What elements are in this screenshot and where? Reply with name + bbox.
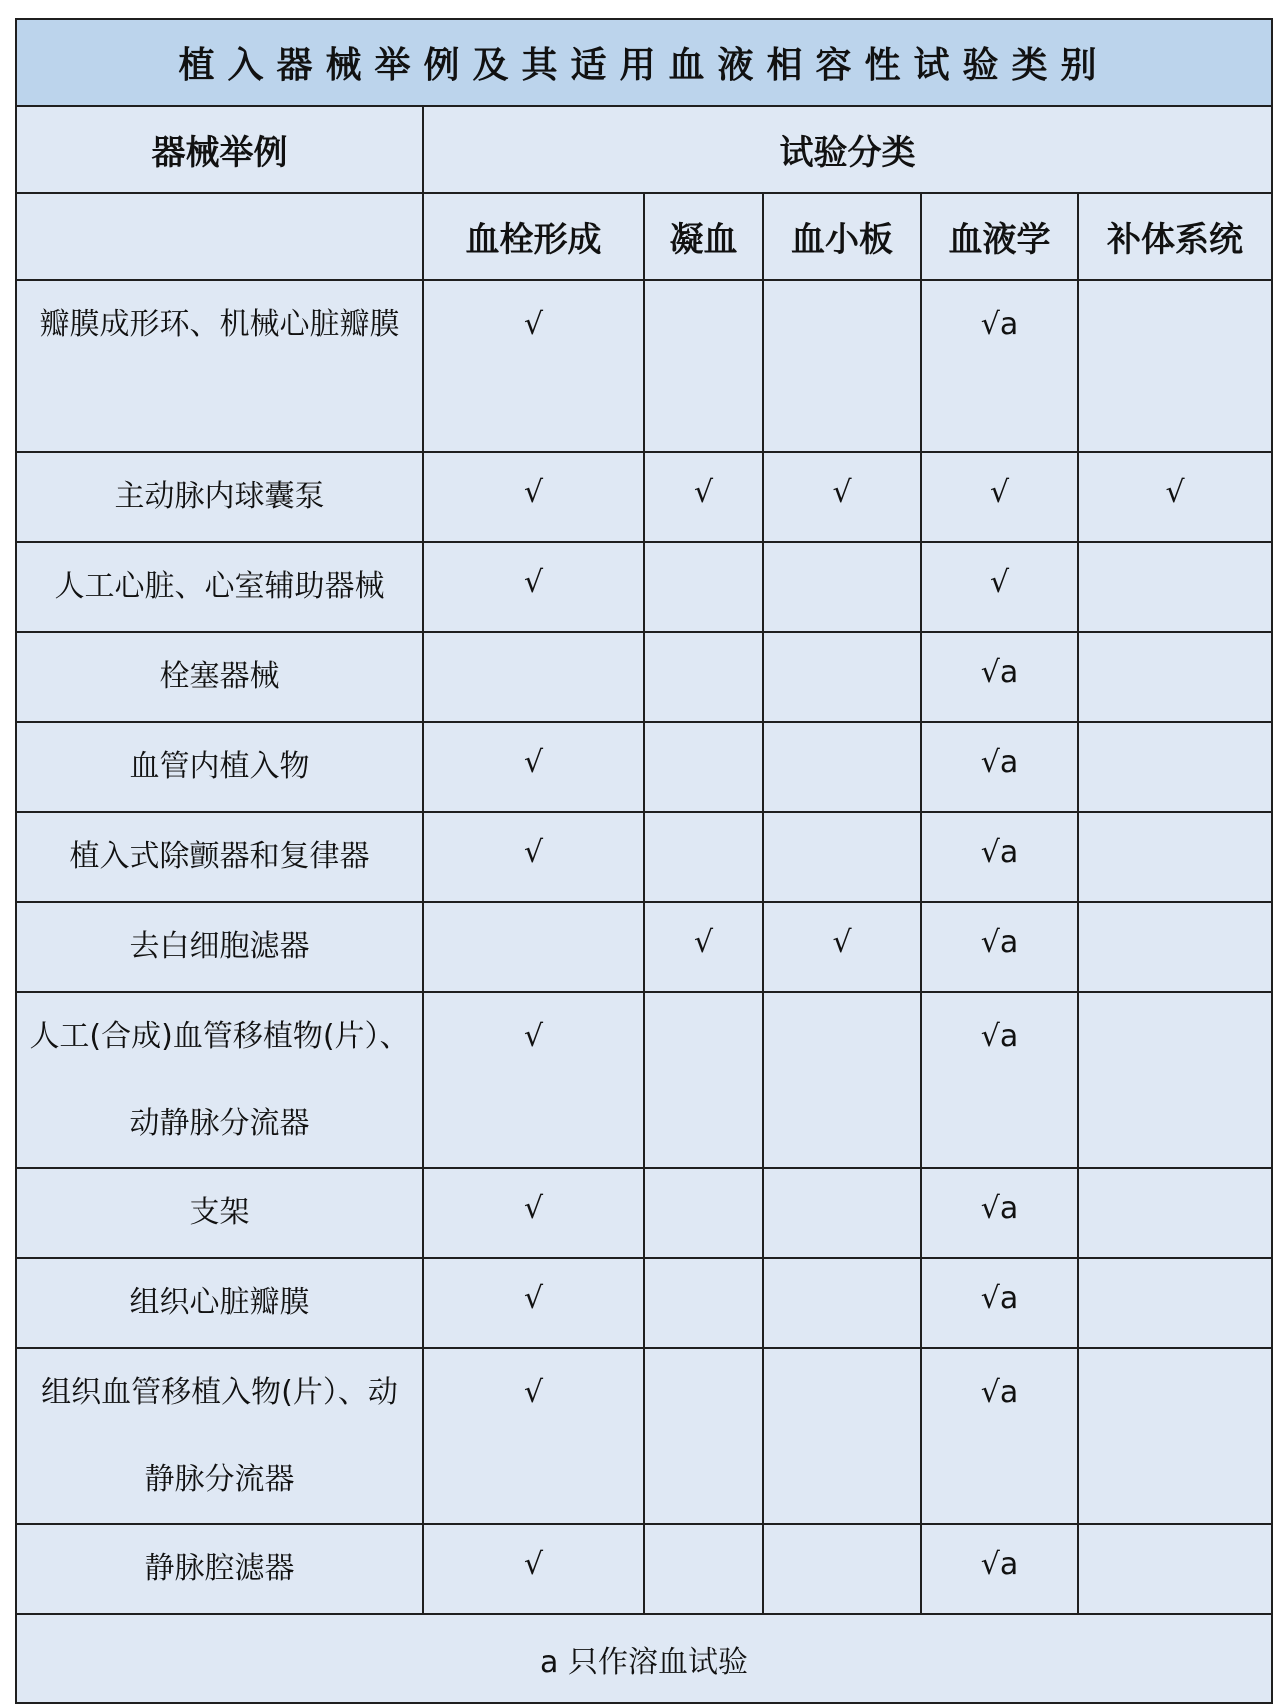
device-name-cell: 人工(合成)血管移植物(片）、动静脉分流器 bbox=[16, 992, 423, 1168]
mark-cell-hematology: √a bbox=[921, 1258, 1078, 1348]
mark-cell-coagulation: √ bbox=[644, 902, 763, 992]
device-name-cell: 主动脉内球囊泵 bbox=[16, 452, 423, 542]
mark-cell-coagulation bbox=[644, 632, 763, 722]
mark-cell-platelet bbox=[763, 632, 921, 722]
mark-cell-thrombosis bbox=[423, 632, 644, 722]
mark-cell-coagulation bbox=[644, 542, 763, 632]
table-row bbox=[16, 1168, 1272, 1258]
mark-cell-complement: √ bbox=[1078, 452, 1272, 542]
mark-cell-coagulation bbox=[644, 280, 763, 452]
mark-cell-platelet bbox=[763, 280, 921, 452]
mark-cell-platelet: √ bbox=[763, 452, 921, 542]
footnote-row bbox=[16, 1614, 1272, 1703]
table-row bbox=[16, 1258, 1272, 1348]
category-header-complement: 补体系统 bbox=[1078, 193, 1272, 280]
mark-cell-hematology: √a bbox=[921, 722, 1078, 812]
device-name-cell: 组织心脏瓣膜 bbox=[16, 1258, 423, 1348]
mark-cell-platelet bbox=[763, 992, 921, 1168]
table-row bbox=[16, 722, 1272, 812]
table-title: 植入器械举例及其适用血液相容性试验类别 bbox=[16, 19, 1272, 106]
empty-subheader-cell bbox=[16, 193, 423, 280]
device-name-cell: 去白细胞滤器 bbox=[16, 902, 423, 992]
device-name-cell: 植入式除颤器和复律器 bbox=[16, 812, 423, 902]
mark-cell-coagulation bbox=[644, 812, 763, 902]
device-name-cell: 瓣膜成形环、机械心脏瓣膜 bbox=[16, 280, 423, 452]
mark-cell-platelet: √ bbox=[763, 902, 921, 992]
mark-cell-complement bbox=[1078, 1168, 1272, 1258]
mark-cell-platelet bbox=[763, 1168, 921, 1258]
mark-cell-platelet bbox=[763, 812, 921, 902]
device-column-header: 器械举例 bbox=[16, 106, 423, 193]
mark-cell-complement bbox=[1078, 1348, 1272, 1524]
table-row bbox=[16, 632, 1272, 722]
device-name-cell: 静脉腔滤器 bbox=[16, 1524, 423, 1614]
mark-cell-complement bbox=[1078, 1524, 1272, 1614]
mark-cell-hematology: √a bbox=[921, 992, 1078, 1168]
mark-cell-coagulation bbox=[644, 1348, 763, 1524]
table-row bbox=[16, 1348, 1272, 1524]
mark-cell-hematology: √ bbox=[921, 542, 1078, 632]
mark-cell-hematology: √a bbox=[921, 632, 1078, 722]
mark-cell-hematology: √ bbox=[921, 452, 1078, 542]
device-name-cell: 组织血管移植入物(片）、动静脉分流器 bbox=[16, 1348, 423, 1524]
mark-cell-thrombosis: √ bbox=[423, 1258, 644, 1348]
mark-cell-hematology: √a bbox=[921, 280, 1078, 452]
mark-cell-thrombosis: √ bbox=[423, 812, 644, 902]
mark-cell-thrombosis bbox=[423, 902, 644, 992]
mark-cell-platelet bbox=[763, 1348, 921, 1524]
mark-cell-complement bbox=[1078, 902, 1272, 992]
mark-cell-hematology: √a bbox=[921, 1524, 1078, 1614]
mark-cell-platelet bbox=[763, 722, 921, 812]
table-row bbox=[16, 452, 1272, 542]
mark-cell-platelet bbox=[763, 1524, 921, 1614]
category-header-thrombosis: 血栓形成 bbox=[423, 193, 644, 280]
device-name-cell: 人工心脏、心室辅助器械 bbox=[16, 542, 423, 632]
mark-cell-thrombosis: √ bbox=[423, 992, 644, 1168]
mark-cell-thrombosis: √ bbox=[423, 280, 644, 452]
device-name-cell: 支架 bbox=[16, 1168, 423, 1258]
footnote: a 只作溶血试验 bbox=[16, 1614, 1272, 1703]
mark-cell-thrombosis: √ bbox=[423, 452, 644, 542]
mark-cell-thrombosis: √ bbox=[423, 722, 644, 812]
test-category-header: 试验分类 bbox=[423, 106, 1272, 193]
blood-compatibility-table bbox=[15, 18, 1273, 1704]
device-name-cell: 栓塞器械 bbox=[16, 632, 423, 722]
mark-cell-platelet bbox=[763, 542, 921, 632]
table-row bbox=[16, 812, 1272, 902]
table-row bbox=[16, 902, 1272, 992]
mark-cell-complement bbox=[1078, 542, 1272, 632]
category-header-coagulation: 凝血 bbox=[644, 193, 763, 280]
mark-cell-thrombosis: √ bbox=[423, 1524, 644, 1614]
mark-cell-complement bbox=[1078, 812, 1272, 902]
mark-cell-hematology: √a bbox=[921, 1348, 1078, 1524]
mark-cell-thrombosis: √ bbox=[423, 542, 644, 632]
mark-cell-coagulation bbox=[644, 1258, 763, 1348]
mark-cell-coagulation bbox=[644, 992, 763, 1168]
table-row bbox=[16, 542, 1272, 632]
table-row bbox=[16, 1524, 1272, 1614]
device-name-cell: 血管内植入物 bbox=[16, 722, 423, 812]
mark-cell-hematology: √a bbox=[921, 812, 1078, 902]
table-row bbox=[16, 992, 1272, 1168]
mark-cell-platelet bbox=[763, 1258, 921, 1348]
mark-cell-complement bbox=[1078, 1258, 1272, 1348]
mark-cell-hematology: √a bbox=[921, 902, 1078, 992]
mark-cell-coagulation: √ bbox=[644, 452, 763, 542]
mark-cell-coagulation bbox=[644, 1168, 763, 1258]
category-header-hematology: 血液学 bbox=[921, 193, 1078, 280]
mark-cell-thrombosis: √ bbox=[423, 1348, 644, 1524]
mark-cell-complement bbox=[1078, 722, 1272, 812]
category-header-platelet: 血小板 bbox=[763, 193, 921, 280]
table-row bbox=[16, 280, 1272, 452]
mark-cell-complement bbox=[1078, 632, 1272, 722]
mark-cell-coagulation bbox=[644, 722, 763, 812]
mark-cell-coagulation bbox=[644, 1524, 763, 1614]
mark-cell-complement bbox=[1078, 280, 1272, 452]
mark-cell-thrombosis: √ bbox=[423, 1168, 644, 1258]
mark-cell-hematology: √a bbox=[921, 1168, 1078, 1258]
mark-cell-complement bbox=[1078, 992, 1272, 1168]
